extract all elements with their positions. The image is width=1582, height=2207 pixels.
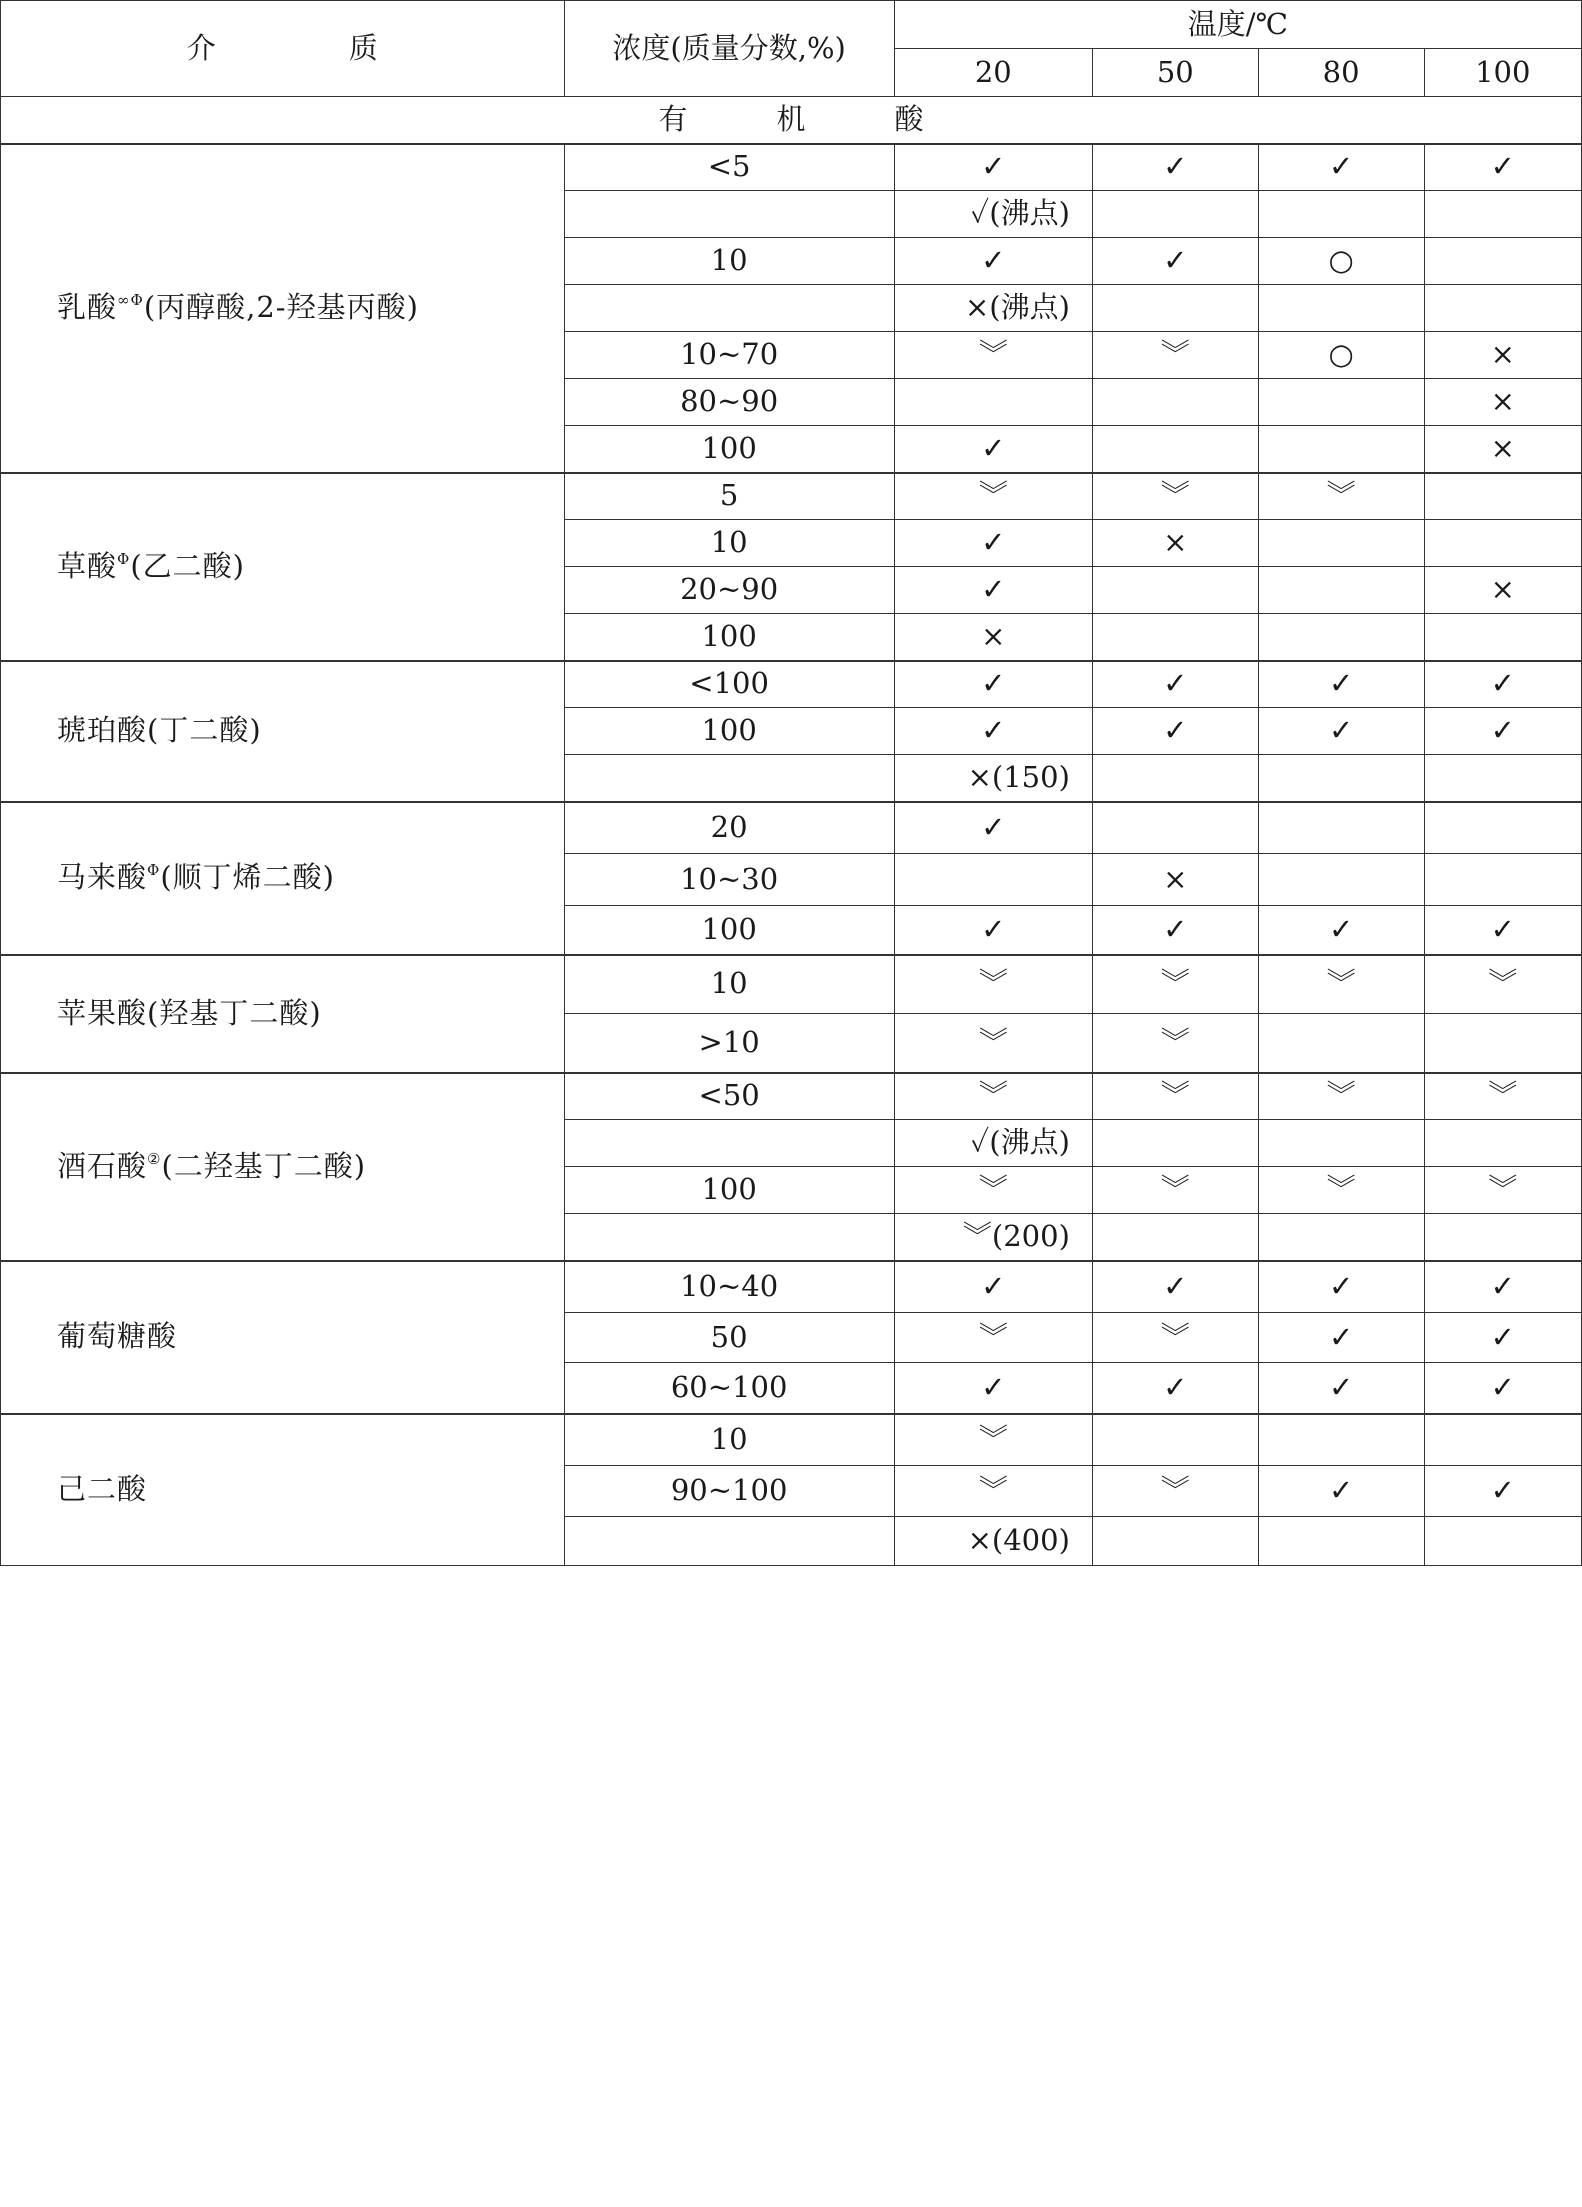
- rating-cell: [1092, 1214, 1258, 1261]
- rating-cell: [1424, 755, 1581, 802]
- rating-cell: [1424, 802, 1581, 854]
- rating-cell: ✓: [1258, 1261, 1424, 1313]
- concentration-cell: 5: [564, 473, 894, 520]
- rating-cell: ︾: [894, 1414, 1092, 1466]
- concentration-cell: 10~40: [564, 1261, 894, 1313]
- rating-cell: [1258, 802, 1424, 854]
- rating-cell: [1258, 1517, 1424, 1566]
- table-row: [1, 1073, 1582, 1120]
- table-row: [1, 955, 1582, 1014]
- rating-cell: ✓: [894, 426, 1092, 473]
- rating-cell: ︾(200): [894, 1214, 1092, 1261]
- header-temp-80: 80: [1258, 49, 1424, 97]
- rating-cell: ︾: [1092, 955, 1258, 1014]
- medium-name: [1, 955, 565, 1073]
- rating-cell: ×: [1092, 854, 1258, 906]
- concentration-cell: >10: [564, 1014, 894, 1073]
- rating-cell: [1258, 567, 1424, 614]
- medium-footnote: Φ: [147, 861, 161, 880]
- rating-cell: ×(沸点): [894, 285, 1092, 332]
- rating-cell: ×: [1092, 520, 1258, 567]
- table-row: [1, 661, 1582, 708]
- rating-cell: [894, 854, 1092, 906]
- rating-cell: ✓: [1424, 1261, 1581, 1313]
- concentration-cell: 100: [564, 614, 894, 661]
- concentration-cell: 100: [564, 708, 894, 755]
- rating-cell: ✓: [894, 238, 1092, 285]
- rating-cell: [1258, 1214, 1424, 1261]
- concentration-cell: [564, 755, 894, 802]
- concentration-cell: 10: [564, 955, 894, 1014]
- rating-cell: ✓: [1424, 1466, 1581, 1517]
- rating-cell: ○: [1258, 238, 1424, 285]
- rating-cell: [1092, 614, 1258, 661]
- medium-alias: (丁二酸): [147, 713, 262, 748]
- concentration-cell: 20~90: [564, 567, 894, 614]
- concentration-cell: 20: [564, 802, 894, 854]
- table-row: [1, 802, 1582, 854]
- rating-cell: ︾: [894, 473, 1092, 520]
- rating-cell: ✓: [1092, 661, 1258, 708]
- rating-cell: [1258, 379, 1424, 426]
- rating-cell: ×: [1424, 332, 1581, 379]
- rating-cell: ︾: [1092, 1313, 1258, 1363]
- medium-base-name: 乳酸: [57, 290, 118, 325]
- rating-cell: ︾: [894, 1313, 1092, 1363]
- rating-cell: ✓: [894, 708, 1092, 755]
- rating-cell: ︾: [1424, 1073, 1581, 1120]
- table-header: [1, 1, 1582, 97]
- rating-cell: [1092, 802, 1258, 854]
- rating-cell: ︾: [894, 955, 1092, 1014]
- header-concentration: 浓度(质量分数,%): [564, 1, 894, 97]
- rating-cell: ︾: [894, 332, 1092, 379]
- rating-cell: ✓: [894, 802, 1092, 854]
- concentration-cell: 50: [564, 1313, 894, 1363]
- medium-footnote: ∞Φ: [117, 291, 144, 310]
- rating-cell: ︾: [1092, 332, 1258, 379]
- rating-cell: [1424, 1517, 1581, 1566]
- rating-cell: [1258, 191, 1424, 238]
- medium-base-name: 琥珀酸: [57, 713, 148, 748]
- rating-cell: [1258, 520, 1424, 567]
- rating-cell: ︾: [1258, 473, 1424, 520]
- medium-alias: (顺丁烯二酸): [160, 860, 335, 895]
- rating-cell: ✓: [1092, 238, 1258, 285]
- rating-cell: ✓: [1424, 1313, 1581, 1363]
- rating-cell: ︾: [1258, 1073, 1424, 1120]
- rating-cell: [1092, 191, 1258, 238]
- rating-cell: ✓: [1424, 708, 1581, 755]
- concentration-cell: [564, 1120, 894, 1167]
- medium-name: [1, 473, 565, 661]
- rating-cell: ✓: [894, 661, 1092, 708]
- rating-cell: [1092, 1120, 1258, 1167]
- table-row: [1, 1261, 1582, 1313]
- medium-base-name: 葡萄糖酸: [57, 1319, 178, 1354]
- rating-cell: ✓: [894, 906, 1092, 955]
- rating-cell: [1424, 285, 1581, 332]
- table-row: [1, 1414, 1582, 1466]
- concentration-cell: 100: [564, 906, 894, 955]
- medium-alias: (羟基丁二酸): [147, 995, 322, 1030]
- rating-cell: [1424, 1414, 1581, 1466]
- header-temp-100: 100: [1424, 49, 1581, 97]
- rating-cell: ︾: [1092, 473, 1258, 520]
- rating-cell: [1424, 520, 1581, 567]
- rating-cell: [1424, 473, 1581, 520]
- rating-cell: ︾: [1258, 1167, 1424, 1214]
- medium-name: [1, 1414, 565, 1566]
- medium-name: [1, 1261, 565, 1414]
- rating-cell: [1258, 285, 1424, 332]
- rating-cell: [1092, 1414, 1258, 1466]
- rating-cell: ×: [1424, 379, 1581, 426]
- rating-cell: [1092, 285, 1258, 332]
- rating-cell: ✓: [1258, 708, 1424, 755]
- rating-cell: ✓: [1424, 906, 1581, 955]
- medium-base-name: 马来酸: [57, 860, 148, 895]
- rating-cell: ✓: [894, 1363, 1092, 1414]
- rating-cell: ✓: [1258, 1466, 1424, 1517]
- medium-base-name: 酒石酸: [57, 1148, 148, 1183]
- concentration-cell: 10~70: [564, 332, 894, 379]
- rating-cell: ✓: [1258, 1313, 1424, 1363]
- rating-cell: ︾: [1092, 1167, 1258, 1214]
- concentration-cell: 100: [564, 1167, 894, 1214]
- concentration-cell: 10~30: [564, 854, 894, 906]
- rating-cell: ✓(沸点): [894, 1120, 1092, 1167]
- concentration-cell: 80~90: [564, 379, 894, 426]
- concentration-cell: 10: [564, 520, 894, 567]
- rating-cell: ✓: [1092, 144, 1258, 191]
- rating-cell: [1424, 1214, 1581, 1261]
- medium-base-name: 草酸: [57, 548, 118, 583]
- medium-name: [1, 661, 565, 802]
- rating-cell: ︾: [894, 1014, 1092, 1073]
- rating-cell: ︾: [894, 1167, 1092, 1214]
- rating-cell: ︾: [894, 1073, 1092, 1120]
- rating-cell: ︾: [1424, 955, 1581, 1014]
- rating-cell: [1258, 614, 1424, 661]
- table-row: [1, 473, 1582, 520]
- rating-cell: ×(400): [894, 1517, 1092, 1566]
- medium-alias: (丙醇酸,2-羟基丙酸): [143, 290, 419, 325]
- rating-cell: ︾: [1424, 1167, 1581, 1214]
- medium-base-name: 苹果酸: [57, 995, 148, 1030]
- rating-cell: [1258, 755, 1424, 802]
- concentration-cell: <100: [564, 661, 894, 708]
- rating-cell: ✓: [1424, 144, 1581, 191]
- rating-cell: ✓: [1092, 906, 1258, 955]
- rating-cell: ✓: [1092, 1363, 1258, 1414]
- medium-footnote: Φ: [117, 549, 131, 568]
- rating-cell: [1424, 854, 1581, 906]
- rating-cell: ︾: [1092, 1466, 1258, 1517]
- rating-cell: [1424, 191, 1581, 238]
- rating-cell: [1258, 1014, 1424, 1073]
- rating-cell: ✓: [1258, 144, 1424, 191]
- rating-cell: ○: [1258, 332, 1424, 379]
- rating-cell: ×(150): [894, 755, 1092, 802]
- concentration-cell: 90~100: [564, 1466, 894, 1517]
- medium-name: [1, 1073, 565, 1261]
- rating-cell: [1424, 614, 1581, 661]
- rating-cell: [1424, 238, 1581, 285]
- rating-cell: ✓: [894, 567, 1092, 614]
- concentration-cell: [564, 1214, 894, 1261]
- rating-cell: ✓: [1092, 708, 1258, 755]
- concentration-cell: 100: [564, 426, 894, 473]
- table-body: [1, 97, 1582, 1566]
- rating-cell: [1258, 1120, 1424, 1167]
- medium-name: [1, 144, 565, 473]
- rating-cell: ︾: [1258, 955, 1424, 1014]
- concentration-cell: 10: [564, 238, 894, 285]
- rating-cell: ×: [1424, 426, 1581, 473]
- rating-cell: ×: [894, 614, 1092, 661]
- rating-cell: [1092, 1517, 1258, 1566]
- rating-cell: [1424, 1014, 1581, 1073]
- rating-cell: ︾: [894, 1466, 1092, 1517]
- rating-cell: ✓: [894, 520, 1092, 567]
- rating-cell: ✓: [1424, 1363, 1581, 1414]
- section-title: 有 机 酸: [1, 97, 1582, 144]
- rating-cell: ×: [1424, 567, 1581, 614]
- rating-cell: [1092, 426, 1258, 473]
- rating-cell: ✓: [1092, 1261, 1258, 1313]
- concentration-cell: [564, 191, 894, 238]
- concentration-cell: <5: [564, 144, 894, 191]
- header-medium: 介 质: [1, 1, 565, 97]
- rating-cell: [1258, 854, 1424, 906]
- header-temp-20: 20: [894, 49, 1092, 97]
- concentration-cell: <50: [564, 1073, 894, 1120]
- rating-cell: [1092, 755, 1258, 802]
- rating-cell: [1092, 567, 1258, 614]
- medium-base-name: 己二酸: [57, 1471, 148, 1506]
- concentration-cell: [564, 1517, 894, 1566]
- rating-cell: [1424, 1120, 1581, 1167]
- rating-cell: ✓: [1258, 1363, 1424, 1414]
- concentration-cell: 60~100: [564, 1363, 894, 1414]
- rating-cell: ︾: [1092, 1073, 1258, 1120]
- medium-alias: (二羟基丁二酸): [161, 1148, 367, 1183]
- rating-cell: ✓: [1258, 661, 1424, 708]
- rating-cell: ✓: [894, 144, 1092, 191]
- rating-cell: ︾: [1092, 1014, 1258, 1073]
- rating-cell: ✓: [1258, 906, 1424, 955]
- rating-cell: [1258, 1414, 1424, 1466]
- concentration-cell: 10: [564, 1414, 894, 1466]
- rating-cell: [1092, 379, 1258, 426]
- rating-cell: ✓(沸点): [894, 191, 1092, 238]
- medium-name: [1, 802, 565, 955]
- medium-footnote: ②: [147, 1149, 162, 1168]
- rating-cell: ✓: [894, 1261, 1092, 1313]
- rating-cell: [894, 379, 1092, 426]
- concentration-cell: [564, 285, 894, 332]
- medium-alias: (乙二酸): [130, 548, 245, 583]
- rating-cell: ✓: [1424, 661, 1581, 708]
- header-temperature: 温度/℃: [894, 1, 1581, 49]
- table-row: [1, 144, 1582, 191]
- rating-cell: [1258, 426, 1424, 473]
- header-temp-50: 50: [1092, 49, 1258, 97]
